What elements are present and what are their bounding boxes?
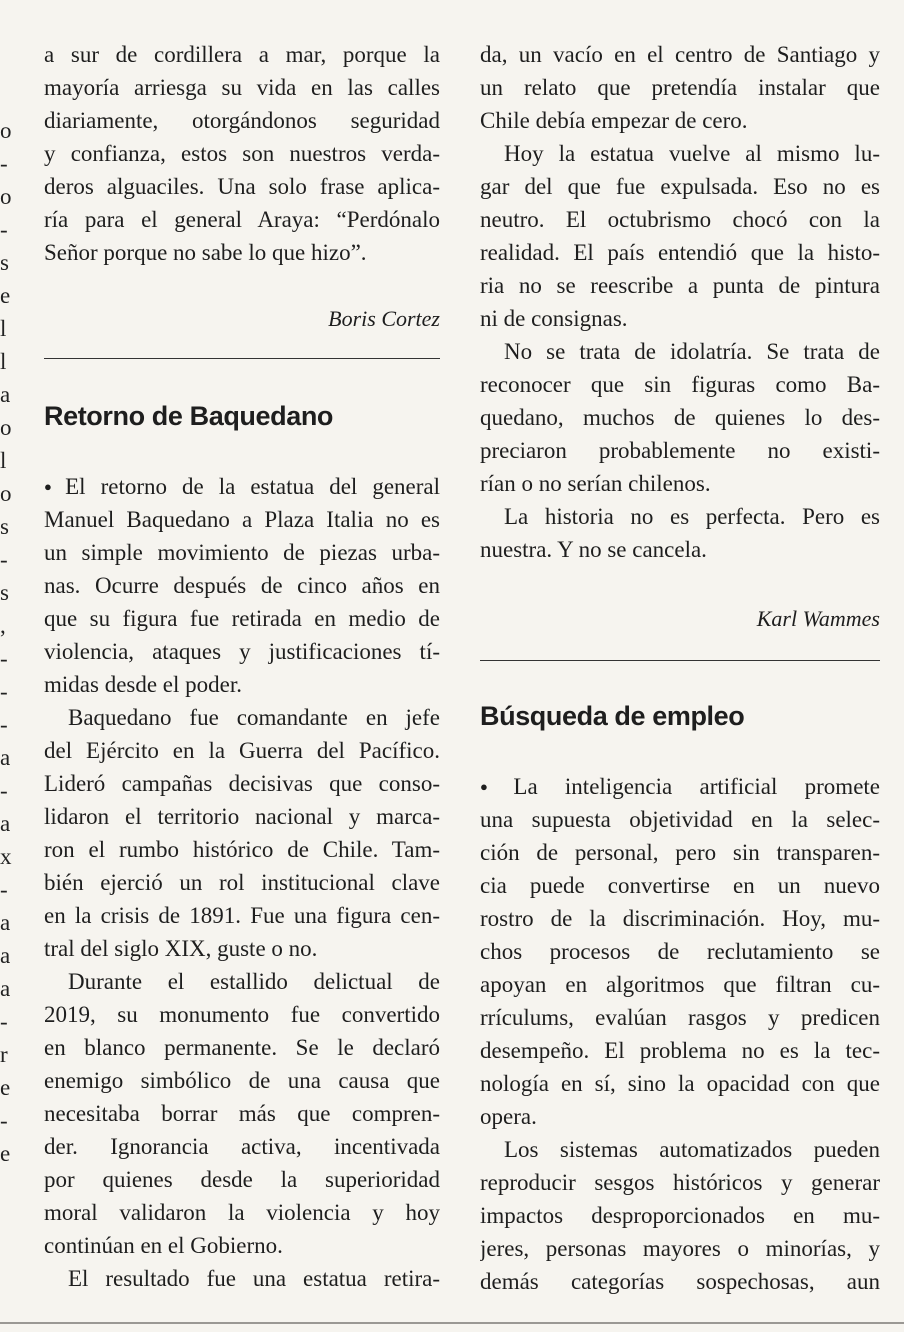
text-line: del Ejército en la Guerra del Pacífico. [44,738,440,763]
article-heading-retorno: Retorno de Baquedano [44,401,334,431]
edge-fragment: a [0,943,11,968]
text-line: nuestra. Y no se cancela. [480,537,707,562]
text-line: Hoy la estatua vuelve al mismo lu- [504,141,880,166]
edge-fragment: s [0,514,9,539]
text-line: cia puede convertirse en un nuevo [480,873,880,898]
edge-fragment: , [0,613,6,638]
edge-fragment: - [0,1108,8,1133]
text-line: La historia no es perfecta. Pero es [504,504,880,529]
edge-fragment: o [0,481,12,506]
text-line: der. Ignorancia activa, incentivada [44,1134,440,1159]
text-line: ría para el general Araya: “Perdónalo [44,207,440,232]
text-line: No se trata de idolatría. Se trata de [504,339,880,364]
text-line: quedano, muchos de quienes lo des- [480,405,880,430]
text-line: deros alguaciles. Una solo frase aplica- [44,174,440,199]
edge-fragment: l [0,316,7,341]
edge-fragment: - [0,151,8,176]
edge-fragment: o [0,184,12,209]
text-line: preciaron probablemente no existi- [480,438,880,463]
text-line: demás categorías sospechosas, aun [480,1269,880,1294]
edge-fragment: - [0,679,8,704]
text-line: ción de personal, pero sin transparen- [480,840,880,865]
text-line: moral validaron la violencia y hoy [44,1200,440,1225]
text-line: ● La inteligencia artificial promete [480,770,880,803]
text-line: Los sistemas automatizados pueden [504,1137,880,1162]
text-line: un relato que pretendía instalar que [480,75,880,100]
edge-fragment: - [0,547,8,572]
edge-fragment: - [0,217,8,242]
edge-fragment: - [0,1009,8,1034]
text-line: diariamente, otorgándonos seguridad [44,108,440,133]
text-line: rían o no serían chilenos. [480,471,711,496]
text-line: da, un vacío en el centro de Santiago y [480,42,880,67]
edge-fragment: - [0,646,8,671]
text-line: por quienes desde la superioridad [44,1167,440,1192]
text-line: desempeño. El problema no es la tec- [480,1038,880,1063]
text-line: una supuesta objetividad en la selec- [480,807,880,832]
text-line: rrículums, evalúan rasgos y predicen [480,1005,880,1030]
text-line: Baquedano fue comandante en jefe [68,705,440,730]
text-line: ni de consignas. [480,306,628,331]
text-line: nas. Ocurre después de cinco años en [44,573,440,598]
text-line: Señor porque no sabe lo que hizo”. [44,240,367,265]
edge-fragment: - [0,877,8,902]
edge-fragment: - [0,712,8,737]
text-line: impactos desproporcionados en mu- [480,1203,880,1228]
edge-fragment: s [0,250,9,275]
text-line: continúan en el Gobierno. [44,1233,283,1258]
edge-fragment: e [0,283,11,308]
section-divider [480,660,880,661]
text-line: nología en sí, sino la opacidad con que [480,1071,880,1096]
text-line: apoyan en algoritmos que filtran cu- [480,972,880,997]
edge-fragment: o [0,415,12,440]
text-line: reproducir sesgos históricos y generar [480,1170,880,1195]
text-line: Chile debía empezar de cero. [480,108,748,133]
text-line: rostro de la discriminación. Hoy, mu- [480,906,880,931]
text-line: neutro. El octubrismo chocó con la [480,207,880,232]
text-line: gar del que fue expulsada. Eso no es [480,174,880,199]
text-line: en blanco permanente. Se le declaró [44,1035,440,1060]
edge-fragment: e [0,1075,11,1100]
edge-fragment: r [0,1042,8,1067]
text-line: lidaron el territorio nacional y marca- [44,804,440,829]
text-line: en la crisis de 1891. Fue una figura cen- [44,903,440,928]
text-line: bién ejerció un rol institucional clave [44,870,440,895]
text-line: 2019, su monumento fue convertido [44,1002,440,1027]
text-line: El resultado fue una estatua retira- [68,1266,440,1291]
text-line: a sur de cordillera a mar, porque la [44,42,440,67]
edge-fragment: a [0,910,11,935]
text-line: violencia, ataques y justificaciones tí- [44,639,440,664]
text-line: ● El retorno de la estatua del general [44,470,440,503]
text-line: realidad. El país entendió que la histo- [480,240,880,265]
edge-fragment: a [0,745,11,770]
text-line: chos procesos de reclutamiento se [480,939,880,964]
edge-fragment: x [0,844,12,869]
edge-fragment: a [0,976,11,1001]
signature-boris-cortez: Boris Cortez [328,306,440,331]
text-line: reconocer que sin figuras como Ba- [480,372,880,397]
edge-fragment: e [0,1141,11,1166]
text-line: enemigo simbólico de una causa que [44,1068,440,1093]
edge-fragment: l [0,349,7,374]
edge-fragment: a [0,382,11,407]
edge-fragment: - [0,778,8,803]
text-line: midas desde el poder. [44,672,243,697]
section-divider [44,358,440,359]
text-line: que su figura fue retirada en medio de [44,606,440,631]
text-line: mayoría arriesga su vida en las calles [44,75,440,100]
text-line: un simple movimiento de piezas urba- [44,540,440,565]
text-line: Manuel Baquedano a Plaza Italia no es [44,507,440,532]
signature-karl-wammes: Karl Wammes [756,606,880,631]
text-line: Durante el estallido delictual de [68,969,440,994]
text-line: ron el rumbo histórico de Chile. Tam- [44,837,440,862]
text-line: opera. [480,1104,537,1129]
text-line: y confianza, estos son nuestros verda- [44,141,440,166]
text-line: necesitaba borrar más que compren- [44,1101,440,1126]
text-line: jeres, personas mayores o minorías, y [480,1236,880,1261]
text-line: ria no se reescribe a punta de pintura [480,273,880,298]
edge-fragment: s [0,580,9,605]
article-heading-busqueda: Búsqueda de empleo [480,701,745,731]
text-line: tral del siglo XIX, guste o no. [44,936,318,961]
bottom-divider [0,1322,904,1324]
edge-fragment: l [0,448,7,473]
text-line: Lideró campañas decisivas que conso- [44,771,440,796]
edge-fragment: o [0,118,12,143]
edge-fragment: a [0,811,11,836]
